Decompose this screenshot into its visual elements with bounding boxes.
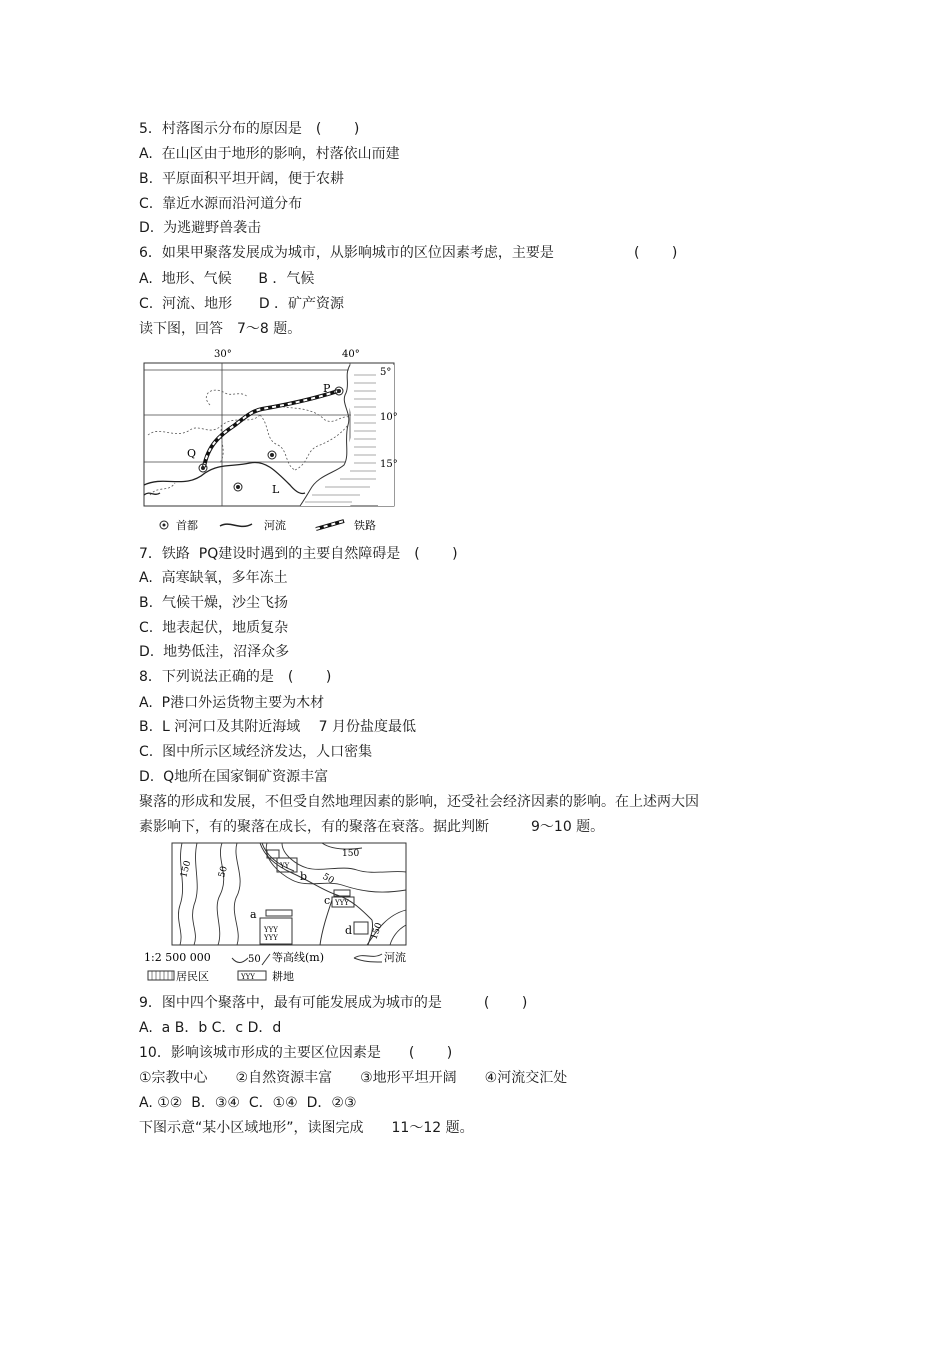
q9-stem: 9．图中四个聚落中，最有可能发展成为城市的是 ( ) [139, 995, 528, 1011]
contour-label-1: 150 [179, 859, 194, 879]
q5-option-b: B. 平原面积平坦开阔，便于农耕 [139, 171, 344, 187]
legend-residential: 居民区 [176, 970, 209, 983]
q8-option-c: C. 图中所示区域经济发达，人口密集 [139, 744, 373, 760]
contour-label-5: 150 [369, 921, 385, 942]
q8-stem: 8．下列说法正确的是 ( ) [139, 669, 332, 685]
q6-options-ab: A. 地形、气候 B ．气候 [139, 271, 315, 287]
q6-options-cd: C. 河流、地形 D ．矿产资源 [139, 296, 345, 312]
q10-options: A. ①② B．③④ C．①④ D．②③ [139, 1095, 357, 1111]
legend-farmland: 耕地 [272, 970, 294, 983]
settlement-label-c: c [324, 894, 331, 907]
q10-choices: ①宗教中心 ②自然资源丰富 ③地形平坦开阔 ④河流交汇处 [139, 1070, 568, 1086]
settlement-a [260, 910, 292, 944]
passage-line-1: 聚落的形成和发展，不但受自然地理因素的影响，还受社会经济因素的影响。在上述两大因 [139, 794, 699, 810]
q8-option-a: A. P港口外运货物主要为木材 [139, 695, 325, 711]
lat-label-15: 15° [380, 459, 398, 470]
contour-label-4: 50 [320, 871, 336, 887]
legend-capital: 首都 [176, 519, 198, 532]
settlement-d [354, 922, 368, 934]
contour-settlement-map [142, 840, 422, 988]
q5-option-d: D. 为逃避野兽袭击 [139, 220, 262, 236]
q10-stem: 10．影响该城市形成的主要区位因素是 ( ) [139, 1045, 453, 1061]
q8-option-d: D. Q地所在国家铜矿资源丰富 [139, 769, 329, 785]
legend-contour-value: 50 [248, 954, 261, 965]
lon-label-40: 40° [342, 349, 360, 360]
q5-stem: 5．村落图示分布的原因是 ( ) [139, 121, 360, 137]
q7-option-a: A. 高寒缺氧，多年冻土 [139, 570, 288, 586]
legend-railway: 铁路 [354, 519, 376, 532]
read-map-instruction: 读下图，回答 7～8 题。 [139, 321, 302, 337]
svg-text:YYY: YYY [241, 973, 255, 981]
q7-option-c: C. 地表起伏，地质复杂 [139, 620, 289, 636]
q5-option-c: C. 靠近水源而沿河道分布 [139, 196, 303, 212]
legend-contour: 等高线(m) [272, 951, 325, 964]
q7-stem: 7．铁路 PQ建设时遇到的主要自然障碍是 ( ) [139, 546, 458, 562]
contour-label-2: 50 [217, 865, 230, 879]
point-label-q: Q [187, 447, 197, 460]
map-scale: 1:2 500 000 [144, 951, 211, 964]
settlement-b [267, 850, 297, 872]
lon-label-30: 30° [214, 349, 232, 360]
svg-text:YYY: YYY [264, 934, 278, 942]
contour-label-3: 150 [342, 849, 360, 859]
q6-answer-paren: ( ) [634, 245, 678, 261]
lat-label-5: 5° [380, 367, 392, 378]
settlement-label-a: a [250, 908, 257, 921]
svg-text:YYY: YYY [335, 899, 349, 907]
settlement-c [332, 890, 354, 907]
africa-region-map [140, 345, 400, 537]
q7-option-b: B. 气候干燥，沙尘飞扬 [139, 595, 288, 611]
q5-option-a: A. 在山区由于地形的影响，村落依山而建 [139, 146, 400, 162]
svg-text:YY: YY [280, 862, 290, 870]
settlement-label-d: d [345, 924, 353, 937]
read-map-instruction-2: 下图示意“某小区域地形”，读图完成 11～12 题。 [139, 1120, 474, 1136]
legend-river: 河流 [264, 519, 286, 532]
q9-options: A. a B．b C．c D．d [139, 1020, 282, 1036]
q6-stem: 6．如果甲聚落发展成为城市，从影响城市的区位因素考虑，主要是 [139, 245, 554, 261]
passage-line-2: 素影响下，有的聚落在成长，有的聚落在衰落。据此判断 9～10 题。 [139, 819, 605, 835]
lat-label-10: 10° [380, 412, 398, 423]
q8-option-b: B. L 河河口及其附近海域 7 月份盐度最低 [139, 719, 417, 735]
map1-legend [160, 518, 376, 532]
q7-option-d: D. 地势低洼，沼泽众多 [139, 644, 290, 660]
point-label-p: P [323, 382, 331, 395]
settlement-label-b: b [300, 870, 308, 883]
legend-river: 河流 [384, 951, 406, 964]
svg-text:YYY: YYY [264, 926, 278, 934]
point-label-l: L [272, 483, 280, 496]
